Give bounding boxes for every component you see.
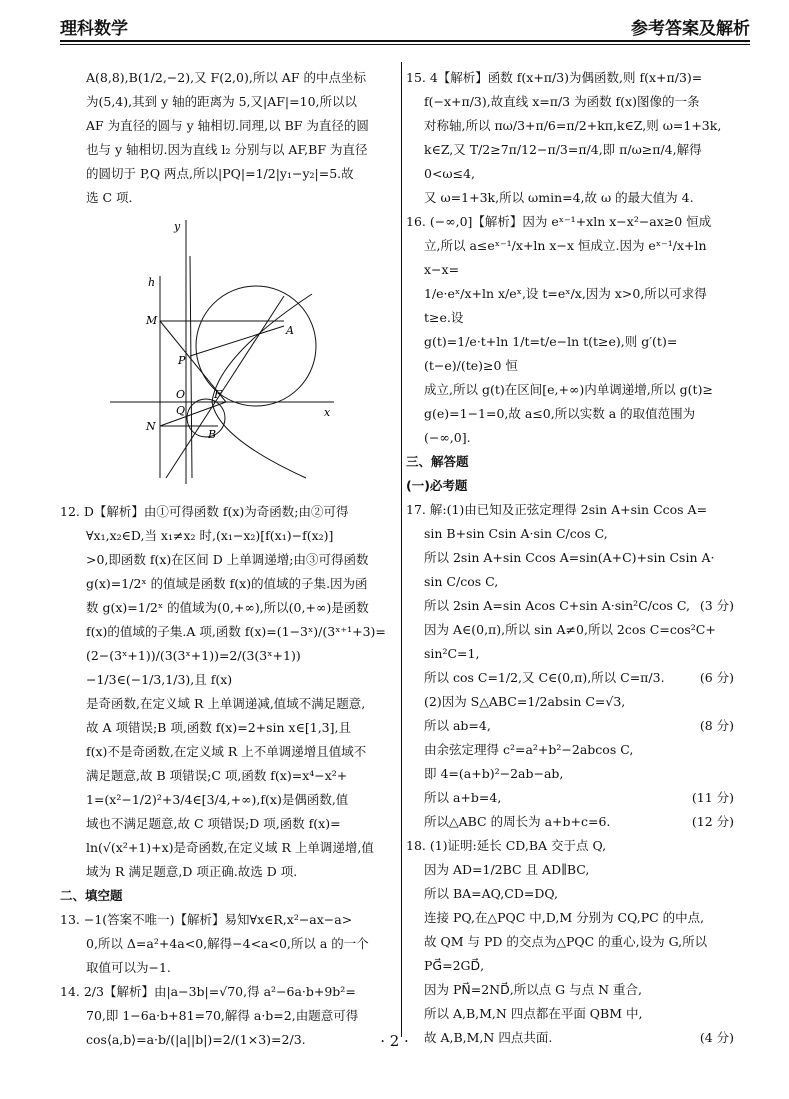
line-text: 因为 PN⃗=2ND⃗,所以点 G 与点 N 重合, [424,982,642,997]
text-line: ∀x₁,x₂∈D,当 x₁≠x₂ 时,(x₁−x₂)[f(x₁)−f(x₂)] [86,528,334,543]
text-line: g(t)=1/e·t+ln 1/t=t/e−ln t(t≥e),则 g′(t)=(t−e)/(te)≥0 恒 [424,334,678,373]
label-a: A [286,324,294,337]
text-line [398,906,734,930]
line-text: 所以 ab=4, [424,718,491,733]
text-line: (−∞,0]. [424,430,471,445]
header-rule [60,40,750,42]
text-line [398,858,734,882]
text-line: f(x)的值域的子集.A 项,函数 f(x)=(1−3ˣ)/(3ˣ⁺¹+3)= [86,624,386,639]
text-line: f(−x+π/3),故直线 x=π/3 为函数 f(x)图像的一条 [424,94,700,109]
label-o: O [176,388,186,401]
text-line [398,594,734,618]
line-text: 所以 BA=AQ,CD=DQ, [424,886,558,901]
subsection-heading: (一)必考题 [406,478,468,493]
text-line: g(x)=1/2ˣ 的值域是函数 f(x)的值域的子集.因为函 [86,576,368,591]
text-line [398,1002,734,1026]
line-text: 所以 cos C=1/2,又 C∈(0,π),所以 C=π/3. [424,670,665,685]
label-p: P [178,354,186,367]
text-line [398,738,734,762]
text-line [398,666,734,690]
text-line: g(e)=1−1=0,故 a≤0,所以实数 a 的取值范围为 [424,406,696,421]
text-line: k∈Z,又 T/2≥7π/12−π/3=π/4,即 π/ω≥π/4,解得 0<ω≤4, [424,142,702,181]
page-header [60,14,750,40]
score-marker: (11 分) [691,790,734,805]
text-line: 数 g(x)=1/2ˣ 的值域为(0,+∞),所以(0,+∞)是函数 [86,600,369,615]
text-line: 故 A 项错误;B 项,函数 f(x)=2+sin x∈[1,3],且 [86,720,351,735]
line-text: 所以 a+b=4, [424,790,502,805]
text-line [398,690,734,714]
text-line: 又 ω=1+3k,所以 ωmin=4,故 ω 的最大值为 4. [424,190,694,205]
text-line: AF 为直径的圆与 y 轴相切.同理,以 BF 为直径的圆 [86,118,369,133]
text-line: 是奇函数,在定义域 R 上单调递减,值域不满足题意, [86,696,366,711]
text-line [398,522,734,546]
line-text: 故 A,B,M,N 四点共面. [424,1030,553,1045]
score-marker: (3 分) [699,598,734,613]
score-marker: (6 分) [699,670,734,685]
score-marker: (12 分) [691,814,734,829]
text-line: 0,所以 Δ=a²+4a<0,解得−4<a<0,所以 a 的一个 [86,936,369,951]
text-line: 70,即 1−6a·b+81=70,解得 a·b=2,由题意可得 [86,1008,359,1023]
label-n: N [146,420,156,433]
line-text: 所以 2sin A+sin Ccos A=sin(A+C)+sin Csin A· [424,550,715,565]
text-line: 立,所以 a≤eˣ⁻¹/x+ln x−x 恒成立.因为 eˣ⁻¹/x+ln x−x= [424,238,707,277]
text-line: 12. D【解析】由①可得函数 f(x)为奇函数;由②可得 [60,504,349,519]
text-line: 16. (−∞,0]【解析】因为 eˣ⁻¹+xln x−x²−ax≥0 恒成 [406,214,712,229]
text-line [398,714,734,738]
text-line: (2−(3ˣ+1))/(3(3ˣ+1))=2/(3(3ˣ+1))−1/3∈(−1/3,1/3),且 f(x) [86,648,301,687]
line-text: 故 QM 与 PD 的交点为△PQC 的重心,设为 G,所以 [424,934,708,949]
line-text: 17. 解:(1)由已知及正弦定理得 2sin A+sin Ccos A= [406,502,708,517]
text-line [398,618,734,642]
geometry-figure [106,216,336,486]
text-line [398,786,734,810]
text-line [398,810,734,834]
text-line: 14. 2/3【解析】由|a−3b|=√70,得 a²−6a·b+9b²= [60,984,356,999]
header-subject: 理科数学 [60,19,128,39]
line-text: 所以 A,B,M,N 四点都在平面 QBM 中, [424,1006,643,1021]
line-text: 所以△ABC 的周长为 a+b+c=6. [424,814,611,829]
text-line: f(x)不是奇函数,在定义域 R 上不单调递增且值域不 [86,744,367,759]
text-line [398,834,734,858]
header-title: 参考答案及解析 [631,19,750,39]
text-line: 对称轴,所以 πω/3+π/6=π/2+kπ,k∈Z,则 ω=1+3k, [424,118,722,133]
label-h: h [148,276,156,289]
text-line: 满足题意,故 B 项错误;C 项,函数 f(x)=x⁴−x²+ [86,768,348,783]
text-line [398,882,734,906]
text-line [398,570,734,594]
line-text: (2)因为 S△ABC=1/2absin C=√3, [424,694,626,709]
text-line [398,546,734,570]
label-x: x [324,406,331,419]
line-text: PG⃗=2GD⃗, [424,958,485,973]
label-y: y [174,220,181,233]
text-line: 为(5,4),其到 y 轴的距离为 5,又|AF|=10,所以以 [86,94,357,109]
page-number: · 2 · [380,1032,409,1050]
label-m: M [146,314,158,327]
section-heading: 三、解答题 [406,454,469,469]
text-line: 15. 4【解析】函数 f(x+π/3)为偶函数,则 f(x+π/3)= [406,70,703,85]
text-line: >0,即函数 f(x)在区间 D 上单调递增;由③可得函数 [86,552,369,567]
text-line: 1=(x²−1/2)²+3/4∈[3/4,+∞),f(x)是偶函数,值 [86,792,349,807]
text-line: cos⟨a,b⟩=a·b/(|a||b|)=2/(1×3)=2/3. [86,1032,306,1047]
line-text: 连接 PQ,在△PQC 中,D,M 分别为 CQ,PC 的中点, [424,910,705,925]
text-line: 取值可以为−1. [86,960,171,975]
text-line: 选 C 项. [86,190,133,205]
text-line [398,930,734,954]
parabola [212,294,312,478]
text-line: 13. −1(答案不唯一)【解析】易知∀x∈R,x²−ax−a> [60,912,353,927]
left-column [60,66,396,1052]
right-column [398,66,734,1050]
line-text: sin B+sin Csin A·sin C/cos C, [424,526,608,541]
line-text: sin²C=1, [424,646,480,661]
line-ab [166,296,284,478]
line-text: 18. (1)证明:延长 CD,BA 交于点 Q, [406,838,607,853]
text-line: 域为 R 满足题意,D 项正确.故选 D 项. [86,864,298,879]
line-text: 即 4=(a+b)²−2ab−ab, [424,766,564,781]
text-line [398,762,734,786]
line-text: 所以 2sin A=sin Acos C+sin A·sin²C/cos C, [424,598,690,613]
header-rule-thin [60,44,750,45]
line-text: 因为 A∈(0,π),所以 sin A≠0,所以 2cos C=cos²C+ [424,622,716,637]
line-text: 由余弦定理得 c²=a²+b²−2abcos C, [424,742,634,757]
text-line [398,642,734,666]
text-line [398,954,734,978]
label-f: F [214,388,222,401]
text-line: 的圆切于 P,Q 两点,所以|PQ|=1/2|y₁−y₂|=5.故 [86,166,354,181]
label-b: B [208,428,217,441]
label-q: Q [176,404,186,417]
text-line: 域也不满足题意,故 C 项错误;D 项,函数 f(x)= [86,816,341,831]
text-line: 1/e·eˣ/x+ln x/eˣ,设 t=eˣ/x,因为 x>0,所以可求得 t≥e.设 [424,286,707,325]
text-line [398,498,734,522]
tangent-line [190,256,192,478]
line-pa [190,326,284,356]
line-text: sin C/cos C, [424,574,499,589]
score-marker: (4 分) [699,1030,734,1045]
text-line [398,978,734,1002]
score-marker: (8 分) [699,718,734,733]
text-line: A(8,8),B(1/2,−2),又 F(2,0),所以 AF 的中点坐标 [86,70,366,85]
text-line: ln(√(x²+1)+x)是奇函数,在定义域 R 上单调递增,值 [86,840,374,855]
text-line: 也与 y 轴相切.因为直线 l₂ 分别与以 AF,BF 为直径 [86,142,368,157]
line-text: 因为 AD=1/2BC 且 AD∥BC, [424,862,590,877]
text-line: 成立,所以 g(t)在区间[e,+∞)内单调递增,所以 g(t)≥ [424,382,713,397]
section-heading: 二、填空题 [60,888,123,903]
